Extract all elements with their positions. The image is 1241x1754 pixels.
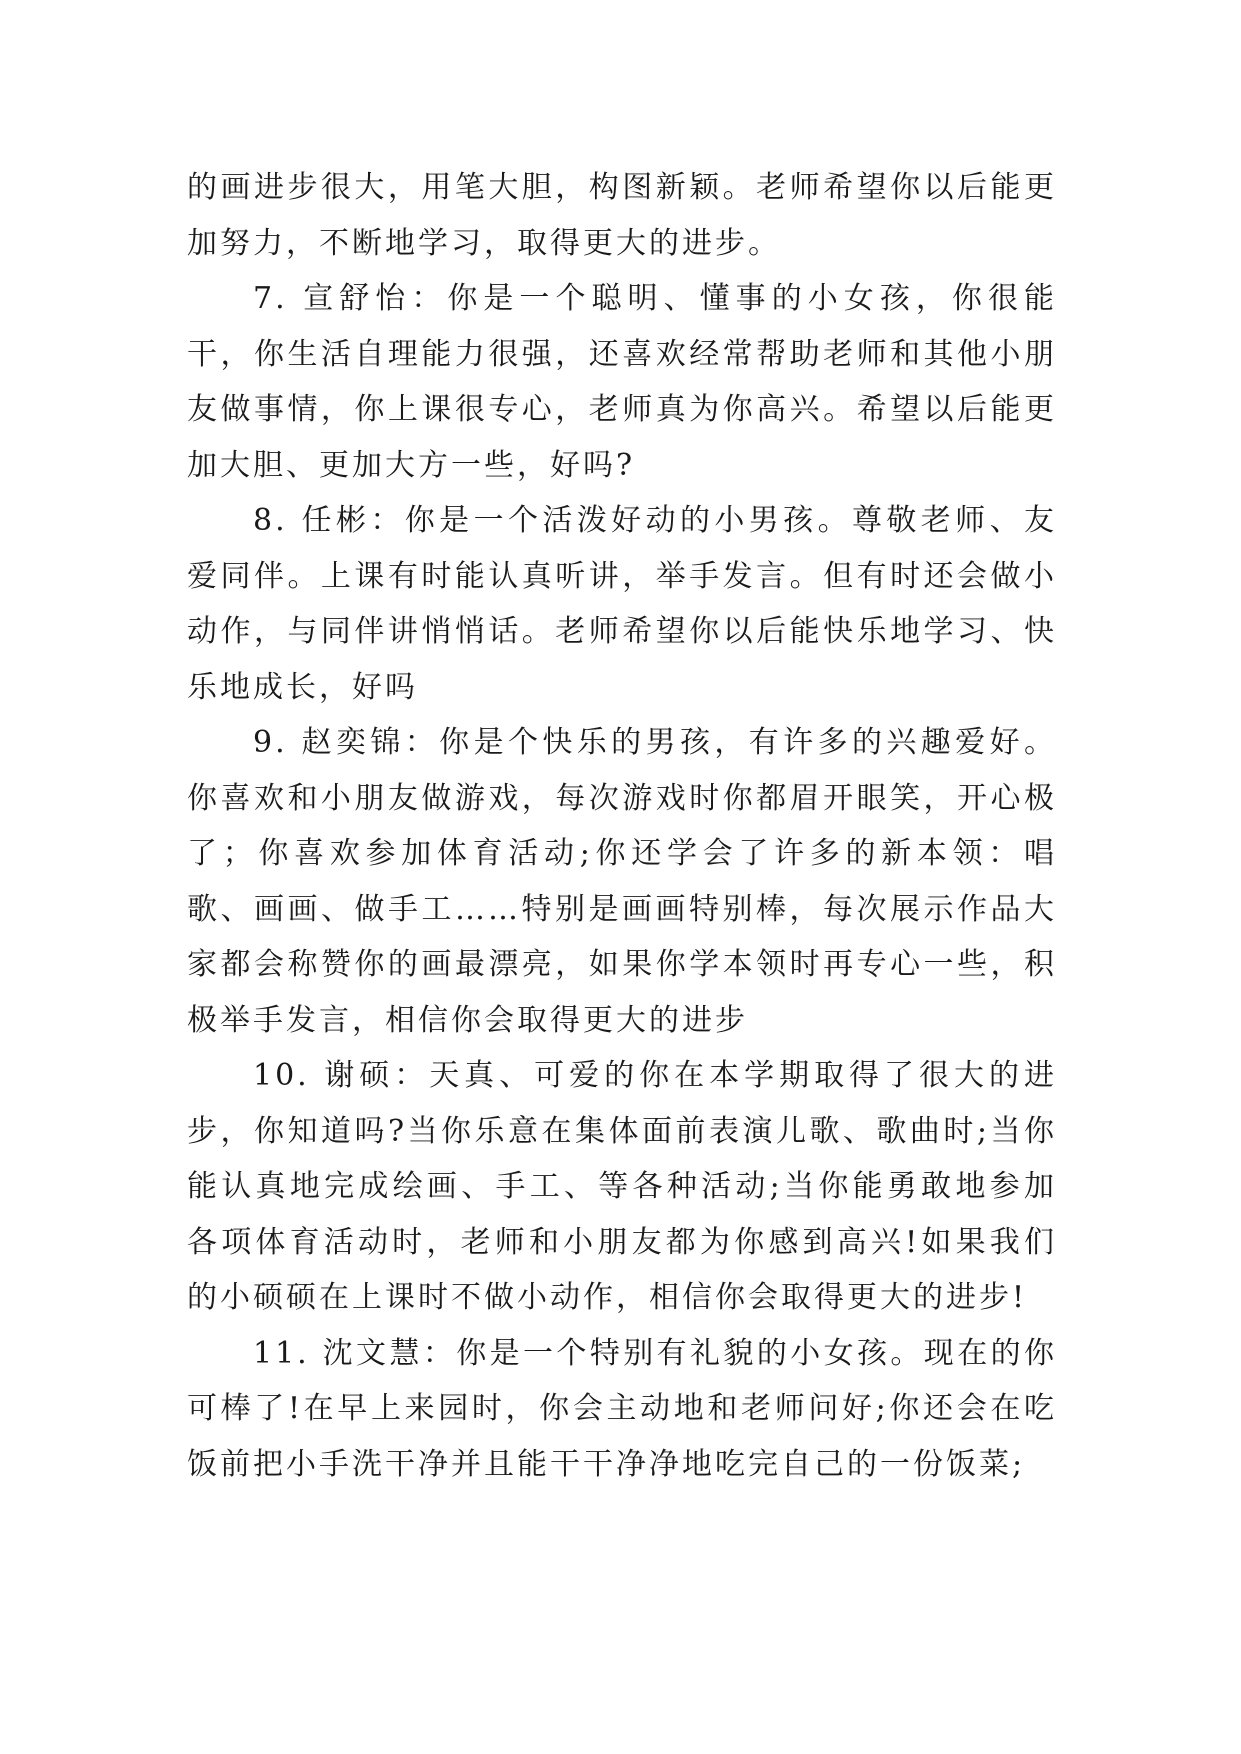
paragraph-continuation: 的画进步很大，用笔大胆，构图新颖。老师希望你以后能更加努力，不断地学习，取得更大的进步。 [187,170,1057,261]
paragraph-item-10: 10. 谢硕：天真、可爱的你在本学期取得了很大的进步，你知道吗?当你乐意在集体面前表演儿歌、歌曲时;当你能认真地完成绘画、手工、等各种活动;当你能勇敢地参加各项体育活动时，老师和小朋友都为你感到高兴!如果我们的小硕硕在上课时不做小动作，相信你会取得更大的进步! [187,1058,1057,1315]
paragraph-item-9: 9. 赵奕锦：你是个快乐的男孩，有许多的兴趣爱好。你喜欢和小朋友做游戏，每次游戏时你都眉开眼笑，开心极了；你喜欢参加体育活动;你还学会了许多的新本领：唱歌、画画、做手工……特别是画画特别棒，每次展示作品大家都会称赞你的画最漂亮，如果你学本领时再专心一些，积极举手发言，相信你会取得更大的进步 [187,725,1057,1038]
paragraph-item-11: 11. 沈文慧：你是一个特别有礼貌的小女孩。现在的你可棒了!在早上来园时，你会主动地和老师问好;你还会在吃饭前把小手洗干净并且能干干净净地吃完自己的一份饭菜; [187,1335,1057,1482]
document-body [187,160,1057,1492]
paragraph-item-7: 7. 宣舒怡：你是一个聪明、懂事的小女孩，你很能干，你生活自理能力很强，还喜欢经常帮助老师和其他小朋友做事情，你上课很专心，老师真为你高兴。希望以后能更加大胆、更加大方一些，好吗? [187,281,1057,483]
paragraph-item-8: 8. 任彬：你是一个活泼好动的小男孩。尊敬老师、友爱同伴。上课有时能认真听讲，举手发言。但有时还会做小动作，与同伴讲悄悄话。老师希望你以后能快乐地学习、快乐地成长，好吗 [187,503,1057,705]
